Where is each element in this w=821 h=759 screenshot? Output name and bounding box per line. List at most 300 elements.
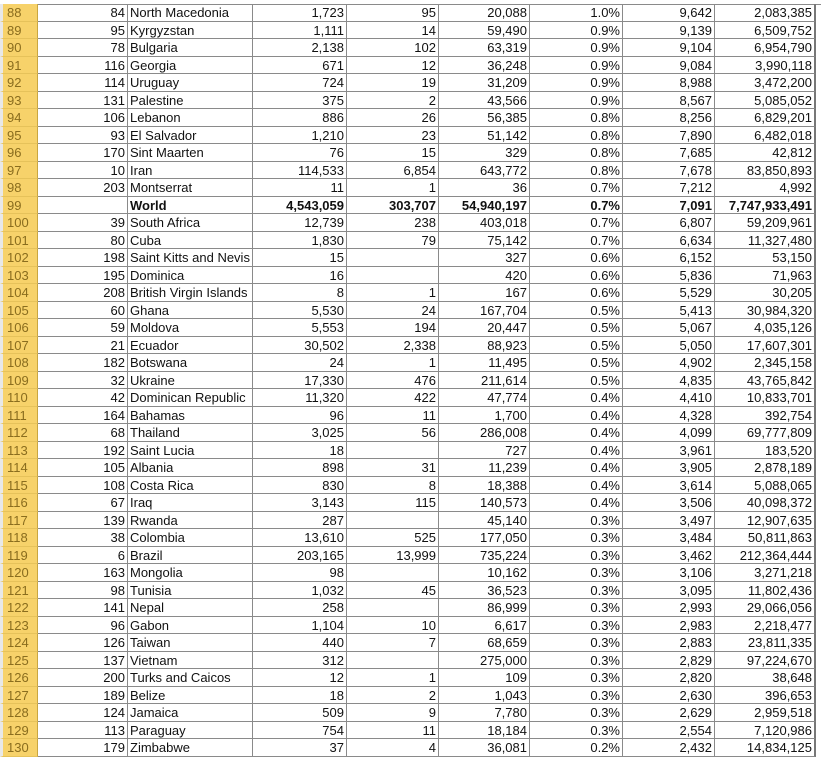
country-cell[interactable]: Zimbabwe	[128, 739, 253, 757]
country-cell[interactable]: Jamaica	[128, 704, 253, 722]
row-header[interactable]: 88	[0, 4, 38, 22]
population-cell[interactable]: 69,777,809	[715, 424, 816, 442]
row-header[interactable]: 101	[0, 232, 38, 250]
rank-cell[interactable]: 42	[38, 389, 128, 407]
tests-cell[interactable]: 167	[439, 284, 530, 302]
country-cell[interactable]: Rwanda	[128, 512, 253, 530]
cases-cell[interactable]: 754	[253, 722, 347, 740]
rank-cell[interactable]: 84	[38, 4, 128, 22]
country-cell[interactable]: Vietnam	[128, 652, 253, 670]
cases-cell[interactable]: 1,830	[253, 232, 347, 250]
population-cell[interactable]: 59,209,961	[715, 214, 816, 232]
cases-cell[interactable]: 1,104	[253, 617, 347, 635]
rank-cell[interactable]: 32	[38, 372, 128, 390]
country-cell[interactable]: Brazil	[128, 547, 253, 565]
row-header[interactable]: 110	[0, 389, 38, 407]
row-header[interactable]: 89	[0, 22, 38, 40]
cases-cell[interactable]: 24	[253, 354, 347, 372]
tests-cell[interactable]: 286,008	[439, 424, 530, 442]
tests-cell[interactable]: 36,081	[439, 739, 530, 757]
percent-cell[interactable]: 0.3%	[530, 634, 623, 652]
percent-cell[interactable]: 0.9%	[530, 22, 623, 40]
country-cell[interactable]: Saint Lucia	[128, 442, 253, 460]
tests-cell[interactable]: 18,388	[439, 477, 530, 495]
rank-cell[interactable]: 131	[38, 92, 128, 110]
deaths-cell[interactable]	[347, 512, 439, 530]
percent-cell[interactable]: 0.6%	[530, 249, 623, 267]
population-cell[interactable]: 97,224,670	[715, 652, 816, 670]
cases-cell[interactable]: 98	[253, 564, 347, 582]
per-million-cell[interactable]: 3,961	[623, 442, 715, 460]
tests-cell[interactable]: 167,704	[439, 302, 530, 320]
percent-cell[interactable]: 0.3%	[530, 547, 623, 565]
percent-cell[interactable]: 0.3%	[530, 722, 623, 740]
country-cell[interactable]: Saint Kitts and Nevis	[128, 249, 253, 267]
cases-cell[interactable]: 30,502	[253, 337, 347, 355]
rank-cell[interactable]: 68	[38, 424, 128, 442]
country-cell[interactable]: El Salvador	[128, 127, 253, 145]
country-cell[interactable]: Iraq	[128, 494, 253, 512]
population-cell[interactable]: 12,907,635	[715, 512, 816, 530]
row-header[interactable]: 91	[0, 57, 38, 75]
per-million-cell[interactable]: 9,139	[623, 22, 715, 40]
deaths-cell[interactable]	[347, 599, 439, 617]
percent-cell[interactable]: 0.7%	[530, 214, 623, 232]
percent-cell[interactable]: 0.3%	[530, 669, 623, 687]
cases-cell[interactable]: 4,543,059	[253, 197, 347, 215]
per-million-cell[interactable]: 7,678	[623, 162, 715, 180]
per-million-cell[interactable]: 4,328	[623, 407, 715, 425]
deaths-cell[interactable]: 95	[347, 4, 439, 22]
deaths-cell[interactable]: 525	[347, 529, 439, 547]
country-cell[interactable]: Palestine	[128, 92, 253, 110]
percent-cell[interactable]: 0.4%	[530, 389, 623, 407]
population-cell[interactable]: 2,959,518	[715, 704, 816, 722]
tests-cell[interactable]: 11,239	[439, 459, 530, 477]
population-cell[interactable]: 17,607,301	[715, 337, 816, 355]
cases-cell[interactable]: 5,553	[253, 319, 347, 337]
country-cell[interactable]: Bulgaria	[128, 39, 253, 57]
percent-cell[interactable]: 0.3%	[530, 582, 623, 600]
cases-cell[interactable]: 312	[253, 652, 347, 670]
per-million-cell[interactable]: 3,462	[623, 547, 715, 565]
population-cell[interactable]: 53,150	[715, 249, 816, 267]
population-cell[interactable]: 6,954,790	[715, 39, 816, 57]
percent-cell[interactable]: 0.6%	[530, 267, 623, 285]
rank-cell[interactable]: 163	[38, 564, 128, 582]
tests-cell[interactable]: 47,774	[439, 389, 530, 407]
population-cell[interactable]: 4,992	[715, 179, 816, 197]
population-cell[interactable]: 3,271,218	[715, 564, 816, 582]
cases-cell[interactable]: 8	[253, 284, 347, 302]
rank-cell[interactable]: 98	[38, 582, 128, 600]
row-header[interactable]: 90	[0, 39, 38, 57]
rank-cell[interactable]: 192	[38, 442, 128, 460]
row-header[interactable]: 120	[0, 564, 38, 582]
rank-cell[interactable]: 60	[38, 302, 128, 320]
tests-cell[interactable]: 20,447	[439, 319, 530, 337]
per-million-cell[interactable]: 4,835	[623, 372, 715, 390]
cases-cell[interactable]: 724	[253, 74, 347, 92]
deaths-cell[interactable]: 12	[347, 57, 439, 75]
population-cell[interactable]: 392,754	[715, 407, 816, 425]
per-million-cell[interactable]: 8,256	[623, 109, 715, 127]
population-cell[interactable]: 5,088,065	[715, 477, 816, 495]
percent-cell[interactable]: 0.8%	[530, 162, 623, 180]
per-million-cell[interactable]: 7,890	[623, 127, 715, 145]
population-cell[interactable]: 183,520	[715, 442, 816, 460]
row-header[interactable]: 114	[0, 459, 38, 477]
percent-cell[interactable]: 1.0%	[530, 4, 623, 22]
row-header[interactable]: 93	[0, 92, 38, 110]
country-cell[interactable]: Cuba	[128, 232, 253, 250]
cases-cell[interactable]: 13,610	[253, 529, 347, 547]
row-header[interactable]: 109	[0, 372, 38, 390]
tests-cell[interactable]: 36,248	[439, 57, 530, 75]
row-header[interactable]: 115	[0, 477, 38, 495]
row-header[interactable]: 102	[0, 249, 38, 267]
deaths-cell[interactable]: 14	[347, 22, 439, 40]
rank-cell[interactable]: 10	[38, 162, 128, 180]
deaths-cell[interactable]: 79	[347, 232, 439, 250]
population-cell[interactable]: 6,482,018	[715, 127, 816, 145]
cases-cell[interactable]: 1,111	[253, 22, 347, 40]
per-million-cell[interactable]: 3,905	[623, 459, 715, 477]
rank-cell[interactable]: 139	[38, 512, 128, 530]
cases-cell[interactable]: 96	[253, 407, 347, 425]
rank-cell[interactable]	[38, 197, 128, 215]
deaths-cell[interactable]: 115	[347, 494, 439, 512]
row-header[interactable]: 127	[0, 687, 38, 705]
rank-cell[interactable]: 106	[38, 109, 128, 127]
row-header[interactable]: 97	[0, 162, 38, 180]
per-million-cell[interactable]: 9,084	[623, 57, 715, 75]
deaths-cell[interactable]: 11	[347, 722, 439, 740]
row-header[interactable]: 92	[0, 74, 38, 92]
row-header[interactable]: 113	[0, 442, 38, 460]
tests-cell[interactable]: 420	[439, 267, 530, 285]
per-million-cell[interactable]: 8,567	[623, 92, 715, 110]
deaths-cell[interactable]: 303,707	[347, 197, 439, 215]
deaths-cell[interactable]	[347, 249, 439, 267]
rank-cell[interactable]: 189	[38, 687, 128, 705]
population-cell[interactable]: 5,085,052	[715, 92, 816, 110]
rank-cell[interactable]: 38	[38, 529, 128, 547]
tests-cell[interactable]: 63,319	[439, 39, 530, 57]
deaths-cell[interactable]: 2	[347, 687, 439, 705]
tests-cell[interactable]: 275,000	[439, 652, 530, 670]
row-header[interactable]: 108	[0, 354, 38, 372]
tests-cell[interactable]: 6,617	[439, 617, 530, 635]
per-million-cell[interactable]: 2,630	[623, 687, 715, 705]
deaths-cell[interactable]: 1	[347, 179, 439, 197]
rank-cell[interactable]: 96	[38, 617, 128, 635]
rank-cell[interactable]: 208	[38, 284, 128, 302]
per-million-cell[interactable]: 4,902	[623, 354, 715, 372]
row-header[interactable]: 96	[0, 144, 38, 162]
cases-cell[interactable]: 37	[253, 739, 347, 757]
country-cell[interactable]: World	[128, 197, 253, 215]
tests-cell[interactable]: 727	[439, 442, 530, 460]
cases-cell[interactable]: 440	[253, 634, 347, 652]
cases-cell[interactable]: 5,530	[253, 302, 347, 320]
rank-cell[interactable]: 95	[38, 22, 128, 40]
per-million-cell[interactable]: 8,988	[623, 74, 715, 92]
row-header[interactable]: 119	[0, 547, 38, 565]
cases-cell[interactable]: 1,210	[253, 127, 347, 145]
tests-cell[interactable]: 31,209	[439, 74, 530, 92]
deaths-cell[interactable]: 23	[347, 127, 439, 145]
percent-cell[interactable]: 0.3%	[530, 617, 623, 635]
rank-cell[interactable]: 78	[38, 39, 128, 57]
deaths-cell[interactable]	[347, 442, 439, 460]
cases-cell[interactable]: 1,032	[253, 582, 347, 600]
deaths-cell[interactable]: 26	[347, 109, 439, 127]
cases-cell[interactable]: 509	[253, 704, 347, 722]
population-cell[interactable]: 3,990,118	[715, 57, 816, 75]
percent-cell[interactable]: 0.8%	[530, 127, 623, 145]
percent-cell[interactable]: 0.4%	[530, 459, 623, 477]
deaths-cell[interactable]: 1	[347, 669, 439, 687]
deaths-cell[interactable]: 10	[347, 617, 439, 635]
country-cell[interactable]: Sint Maarten	[128, 144, 253, 162]
percent-cell[interactable]: 0.5%	[530, 372, 623, 390]
row-header[interactable]: 107	[0, 337, 38, 355]
cases-cell[interactable]: 830	[253, 477, 347, 495]
cases-cell[interactable]: 11,320	[253, 389, 347, 407]
population-cell[interactable]: 30,984,320	[715, 302, 816, 320]
rank-cell[interactable]: 80	[38, 232, 128, 250]
per-million-cell[interactable]: 4,099	[623, 424, 715, 442]
percent-cell[interactable]: 0.3%	[530, 687, 623, 705]
rank-cell[interactable]: 108	[38, 477, 128, 495]
cases-cell[interactable]: 11	[253, 179, 347, 197]
deaths-cell[interactable]: 6,854	[347, 162, 439, 180]
deaths-cell[interactable]: 102	[347, 39, 439, 57]
deaths-cell[interactable]: 56	[347, 424, 439, 442]
percent-cell[interactable]: 0.5%	[530, 319, 623, 337]
deaths-cell[interactable]	[347, 564, 439, 582]
deaths-cell[interactable]: 194	[347, 319, 439, 337]
percent-cell[interactable]: 0.4%	[530, 407, 623, 425]
per-million-cell[interactable]: 6,152	[623, 249, 715, 267]
tests-cell[interactable]: 329	[439, 144, 530, 162]
tests-cell[interactable]: 177,050	[439, 529, 530, 547]
deaths-cell[interactable]: 476	[347, 372, 439, 390]
tests-cell[interactable]: 735,224	[439, 547, 530, 565]
cases-cell[interactable]: 2,138	[253, 39, 347, 57]
country-cell[interactable]: Nepal	[128, 599, 253, 617]
deaths-cell[interactable]: 1	[347, 284, 439, 302]
row-header[interactable]: 118	[0, 529, 38, 547]
row-header[interactable]: 124	[0, 634, 38, 652]
country-cell[interactable]: Lebanon	[128, 109, 253, 127]
tests-cell[interactable]: 140,573	[439, 494, 530, 512]
percent-cell[interactable]: 0.5%	[530, 354, 623, 372]
population-cell[interactable]: 3,472,200	[715, 74, 816, 92]
row-header[interactable]: 105	[0, 302, 38, 320]
rank-cell[interactable]: 105	[38, 459, 128, 477]
cases-cell[interactable]: 12	[253, 669, 347, 687]
population-cell[interactable]: 83,850,893	[715, 162, 816, 180]
population-cell[interactable]: 6,829,201	[715, 109, 816, 127]
rank-cell[interactable]: 124	[38, 704, 128, 722]
country-cell[interactable]: Iran	[128, 162, 253, 180]
spreadsheet-grid[interactable]	[0, 4, 816, 757]
per-million-cell[interactable]: 3,095	[623, 582, 715, 600]
tests-cell[interactable]: 403,018	[439, 214, 530, 232]
per-million-cell[interactable]: 5,413	[623, 302, 715, 320]
percent-cell[interactable]: 0.3%	[530, 599, 623, 617]
percent-cell[interactable]: 0.3%	[530, 529, 623, 547]
tests-cell[interactable]: 59,490	[439, 22, 530, 40]
cases-cell[interactable]: 76	[253, 144, 347, 162]
country-cell[interactable]: Colombia	[128, 529, 253, 547]
cases-cell[interactable]: 258	[253, 599, 347, 617]
row-header[interactable]: 126	[0, 669, 38, 687]
tests-cell[interactable]: 11,495	[439, 354, 530, 372]
rank-cell[interactable]: 200	[38, 669, 128, 687]
tests-cell[interactable]: 36,523	[439, 582, 530, 600]
percent-cell[interactable]: 0.6%	[530, 284, 623, 302]
percent-cell[interactable]: 0.7%	[530, 197, 623, 215]
percent-cell[interactable]: 0.9%	[530, 57, 623, 75]
per-million-cell[interactable]: 3,506	[623, 494, 715, 512]
country-cell[interactable]: Tunisia	[128, 582, 253, 600]
country-cell[interactable]: Ghana	[128, 302, 253, 320]
rank-cell[interactable]: 170	[38, 144, 128, 162]
rank-cell[interactable]: 39	[38, 214, 128, 232]
rank-cell[interactable]: 6	[38, 547, 128, 565]
row-header[interactable]: 112	[0, 424, 38, 442]
population-cell[interactable]: 2,345,158	[715, 354, 816, 372]
deaths-cell[interactable]: 13,999	[347, 547, 439, 565]
tests-cell[interactable]: 109	[439, 669, 530, 687]
cases-cell[interactable]: 898	[253, 459, 347, 477]
tests-cell[interactable]: 18,184	[439, 722, 530, 740]
cases-cell[interactable]: 375	[253, 92, 347, 110]
population-cell[interactable]: 11,327,480	[715, 232, 816, 250]
country-cell[interactable]: Belize	[128, 687, 253, 705]
rank-cell[interactable]: 21	[38, 337, 128, 355]
cases-cell[interactable]: 3,143	[253, 494, 347, 512]
per-million-cell[interactable]: 5,529	[623, 284, 715, 302]
population-cell[interactable]: 11,802,436	[715, 582, 816, 600]
row-header[interactable]: 123	[0, 617, 38, 635]
per-million-cell[interactable]: 3,614	[623, 477, 715, 495]
per-million-cell[interactable]: 5,050	[623, 337, 715, 355]
population-cell[interactable]: 396,653	[715, 687, 816, 705]
deaths-cell[interactable]: 45	[347, 582, 439, 600]
rank-cell[interactable]: 137	[38, 652, 128, 670]
country-cell[interactable]: Kyrgyzstan	[128, 22, 253, 40]
population-cell[interactable]: 7,120,986	[715, 722, 816, 740]
rank-cell[interactable]: 116	[38, 57, 128, 75]
per-million-cell[interactable]: 3,497	[623, 512, 715, 530]
percent-cell[interactable]: 0.3%	[530, 704, 623, 722]
deaths-cell[interactable]: 2,338	[347, 337, 439, 355]
percent-cell[interactable]: 0.4%	[530, 494, 623, 512]
tests-cell[interactable]: 10,162	[439, 564, 530, 582]
percent-cell[interactable]: 0.5%	[530, 337, 623, 355]
population-cell[interactable]: 2,218,477	[715, 617, 816, 635]
rank-cell[interactable]: 141	[38, 599, 128, 617]
country-cell[interactable]: South Africa	[128, 214, 253, 232]
country-cell[interactable]: Ukraine	[128, 372, 253, 390]
row-header[interactable]: 121	[0, 582, 38, 600]
percent-cell[interactable]: 0.4%	[530, 442, 623, 460]
row-header[interactable]: 104	[0, 284, 38, 302]
tests-cell[interactable]: 36	[439, 179, 530, 197]
country-cell[interactable]: Thailand	[128, 424, 253, 442]
per-million-cell[interactable]: 5,067	[623, 319, 715, 337]
per-million-cell[interactable]: 7,212	[623, 179, 715, 197]
percent-cell[interactable]: 0.3%	[530, 652, 623, 670]
cases-cell[interactable]: 886	[253, 109, 347, 127]
country-cell[interactable]: Paraguay	[128, 722, 253, 740]
country-cell[interactable]: North Macedonia	[128, 4, 253, 22]
percent-cell[interactable]: 0.9%	[530, 39, 623, 57]
deaths-cell[interactable]: 31	[347, 459, 439, 477]
row-header[interactable]: 103	[0, 267, 38, 285]
row-header[interactable]: 125	[0, 652, 38, 670]
cases-cell[interactable]: 17,330	[253, 372, 347, 390]
per-million-cell[interactable]: 7,685	[623, 144, 715, 162]
tests-cell[interactable]: 1,700	[439, 407, 530, 425]
deaths-cell[interactable]: 9	[347, 704, 439, 722]
per-million-cell[interactable]: 5,836	[623, 267, 715, 285]
tests-cell[interactable]: 327	[439, 249, 530, 267]
per-million-cell[interactable]: 3,106	[623, 564, 715, 582]
country-cell[interactable]: Dominican Republic	[128, 389, 253, 407]
per-million-cell[interactable]: 2,983	[623, 617, 715, 635]
cases-cell[interactable]: 18	[253, 442, 347, 460]
deaths-cell[interactable]: 4	[347, 739, 439, 757]
population-cell[interactable]: 40,098,372	[715, 494, 816, 512]
rank-cell[interactable]: 113	[38, 722, 128, 740]
country-cell[interactable]: Dominica	[128, 267, 253, 285]
deaths-cell[interactable]: 24	[347, 302, 439, 320]
rank-cell[interactable]: 195	[38, 267, 128, 285]
tests-cell[interactable]: 211,614	[439, 372, 530, 390]
population-cell[interactable]: 2,878,189	[715, 459, 816, 477]
percent-cell[interactable]: 0.3%	[530, 564, 623, 582]
tests-cell[interactable]: 1,043	[439, 687, 530, 705]
population-cell[interactable]: 71,963	[715, 267, 816, 285]
deaths-cell[interactable]: 2	[347, 92, 439, 110]
population-cell[interactable]: 43,765,842	[715, 372, 816, 390]
country-cell[interactable]: Costa Rica	[128, 477, 253, 495]
deaths-cell[interactable]: 7	[347, 634, 439, 652]
per-million-cell[interactable]: 2,554	[623, 722, 715, 740]
rank-cell[interactable]: 179	[38, 739, 128, 757]
country-cell[interactable]: Taiwan	[128, 634, 253, 652]
deaths-cell[interactable]: 422	[347, 389, 439, 407]
tests-cell[interactable]: 51,142	[439, 127, 530, 145]
population-cell[interactable]: 6,509,752	[715, 22, 816, 40]
rank-cell[interactable]: 203	[38, 179, 128, 197]
per-million-cell[interactable]: 9,104	[623, 39, 715, 57]
percent-cell[interactable]: 0.4%	[530, 424, 623, 442]
country-cell[interactable]: Turks and Caicos	[128, 669, 253, 687]
per-million-cell[interactable]: 3,484	[623, 529, 715, 547]
per-million-cell[interactable]: 7,091	[623, 197, 715, 215]
deaths-cell[interactable]	[347, 267, 439, 285]
population-cell[interactable]: 38,648	[715, 669, 816, 687]
cases-cell[interactable]: 12,739	[253, 214, 347, 232]
deaths-cell[interactable]: 1	[347, 354, 439, 372]
tests-cell[interactable]: 56,385	[439, 109, 530, 127]
